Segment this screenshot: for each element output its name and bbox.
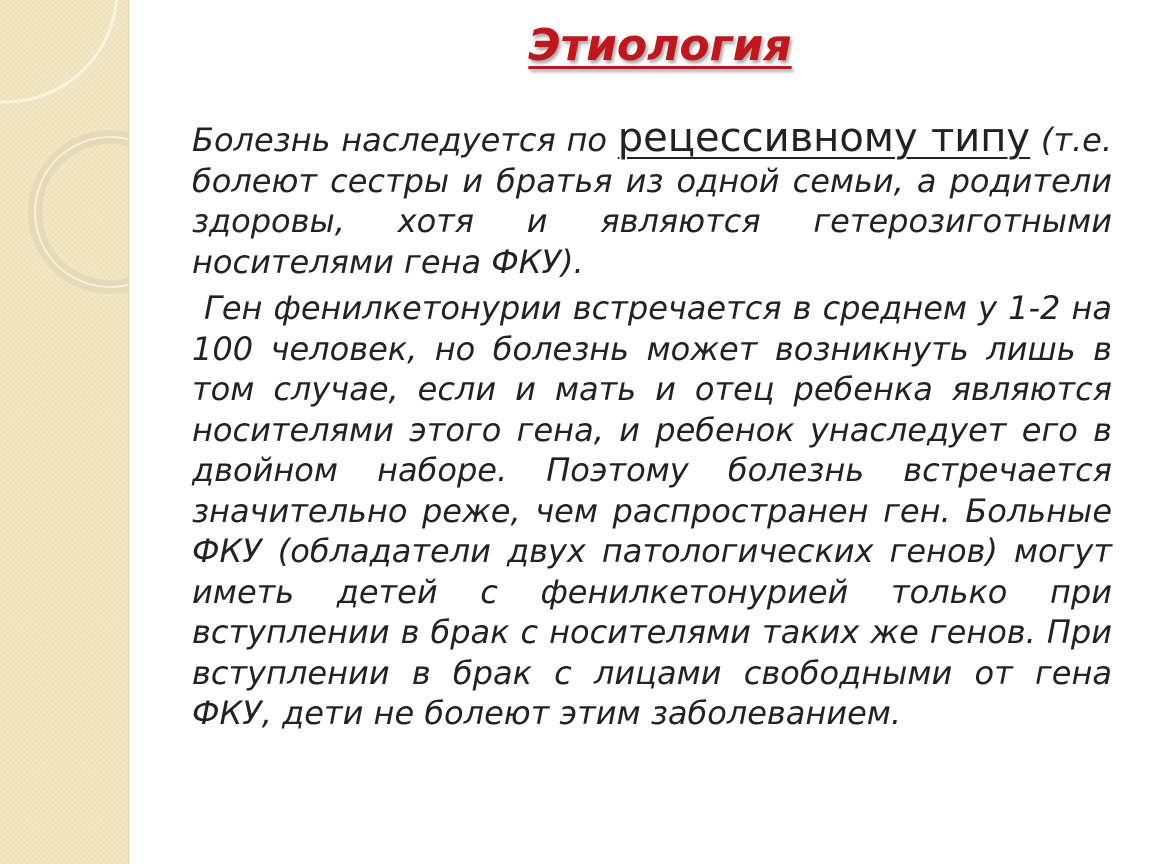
paragraph-inheritance-end: (т.е. болеют сестры и братья из одной семьи, а родители здоровы, хотя и являются гетерозиготными носителями гена ФКУ). bbox=[192, 121, 1113, 281]
slide-body bbox=[192, 115, 1113, 734]
paragraph-inheritance-start: Болезнь наследуется по bbox=[192, 121, 618, 159]
decorative-circle-ring bbox=[35, 137, 128, 287]
slide-title: Этиология bbox=[528, 20, 792, 71]
decorative-circles bbox=[0, 0, 128, 864]
recessive-type-emphasis: рецессивному типу bbox=[617, 115, 1031, 161]
paragraph-inheritance bbox=[192, 115, 1113, 282]
paragraph-gene-frequency: Ген фенилкетонурии встречается в среднем у 1-2 на 100 человек, но болезнь может возникнуть лишь в том случае, если и мать и отец ребенка являются носителями этого гена, и ребенок унаследует его в двойном наборе. Поэтому болезнь встречается значительно реже, чем распространен ген. Больные ФКУ (обладатели двух патологических генов) могут иметь детей с фенилкетонурией только при вступлении в брак с носителями таких же генов. При вступлении в брак с лицами свободными от гена ФКУ, дети не болеют этим заболеванием. bbox=[192, 289, 1112, 732]
